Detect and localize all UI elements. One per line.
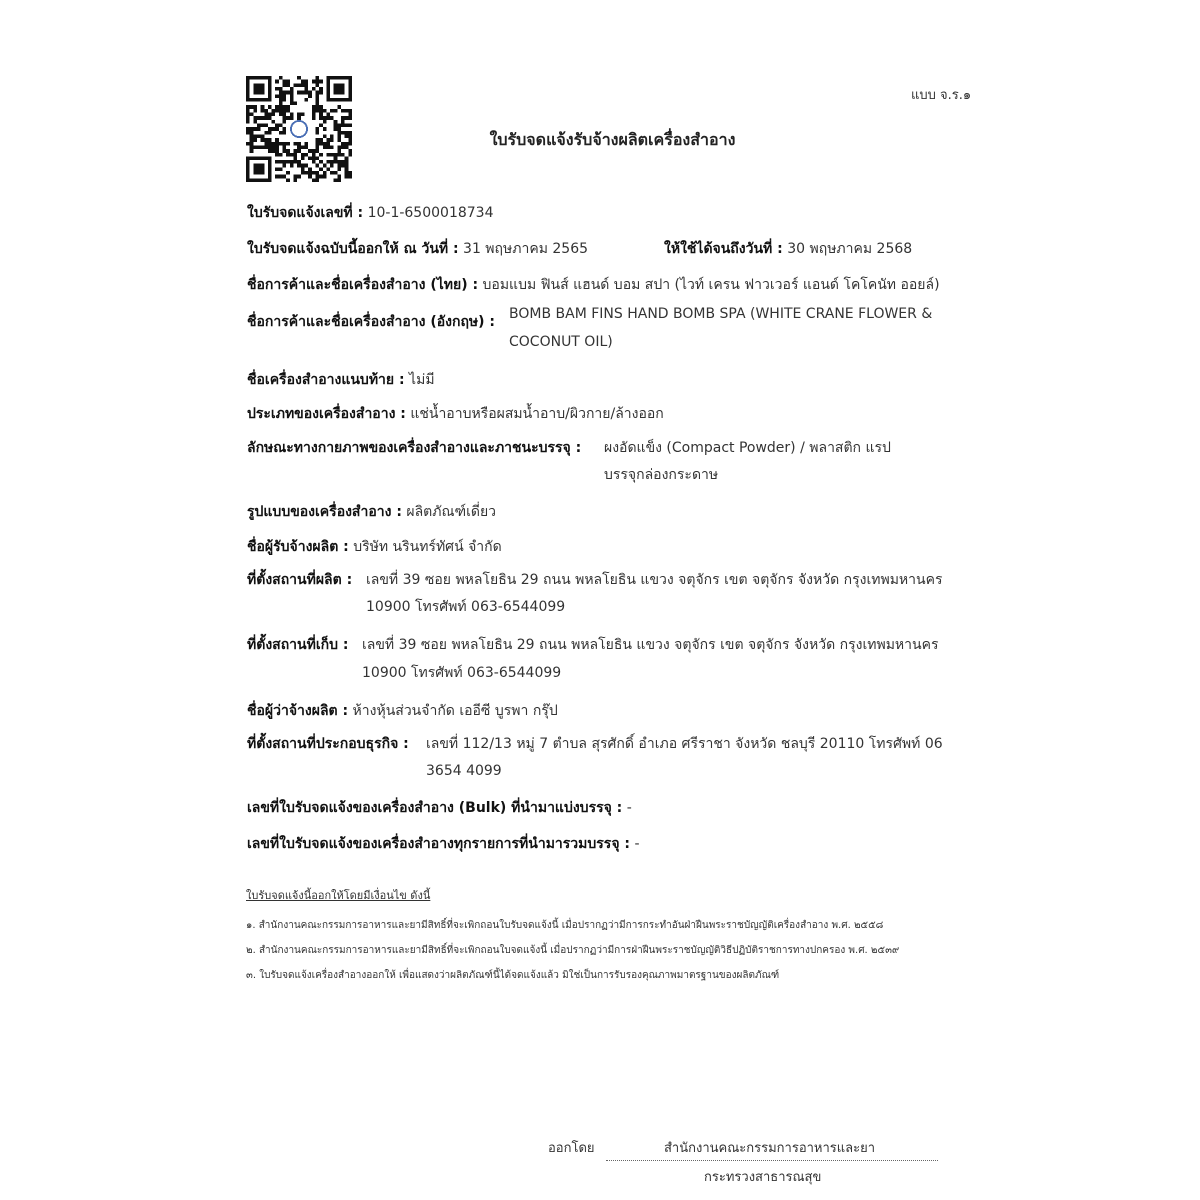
format-row xyxy=(247,498,496,526)
combined-value: - xyxy=(634,836,640,852)
business-address-row xyxy=(247,730,409,758)
type-label: ประเภทของเครื่องสำอาง : xyxy=(247,406,406,422)
name-en-line1: BOMB BAM FINS HAND BOMB SPA (WHITE CRANE FLOWER & xyxy=(509,306,933,322)
appendix: ไม่มี xyxy=(409,372,435,388)
manufacturer-row xyxy=(247,533,502,561)
valid-until-row xyxy=(664,235,912,263)
storage-address-line1: เลขที่ 39 ซอย พหลโยธิน 29 ถนน พหลโยธิน แขวง จตุจักร เขต จตุจักร จังหวัด กรุงเทพมหานคร xyxy=(362,637,939,653)
condition-item: ๓. ใบรับจดแจ้งเครื่องสำอางออกให้ เพื่อแสดงว่าผลิตภัณฑ์นี้ได้จดแจ้งแล้ว มิใช่เป็นการรับรองคุณภาพมาตรฐานของผลิตภัณฑ์ xyxy=(246,970,780,981)
hirer: ห้างหุ้นส่วนจำกัด เออีซี บูรพา กรุ๊ป xyxy=(352,703,558,719)
cosmetic-type: แช่น้ำอาบหรือผสมน้ำอาบ/ผิวกาย/ล้างออก xyxy=(410,406,664,422)
name-en-line2: COCONUT OIL) xyxy=(509,334,613,350)
issued-by-label: ออกโดย xyxy=(548,1141,595,1156)
hirer-label: ชื่อผู้ว่าจ้างผลิต : xyxy=(247,703,349,719)
name-en-label: ชื่อการค้าและชื่อเครื่องสำอาง (อังกฤษ) : xyxy=(247,314,496,330)
combined-label: เลขที่ใบรับจดแจ้งของเครื่องสำอางทุกรายการที่นำมารวมบรรจุ : xyxy=(247,836,630,852)
issuer-agency: สำนักงานคณะกรรมการอาหารและยา xyxy=(664,1141,876,1156)
name-th-row xyxy=(247,271,940,299)
valid-until: 30 พฤษภาคม 2568 xyxy=(787,241,913,257)
storage-address-label: ที่ตั้งสถานที่เก็บ : xyxy=(247,637,349,653)
physical-line1: ผงอัดแข็ง (Compact Powder) / พลาสติก แรป xyxy=(604,440,891,456)
name-en-row xyxy=(247,308,495,336)
combined-row xyxy=(247,830,640,858)
storage-address-line2: 10900 โทรศัพท์ 063-6544099 xyxy=(362,665,562,681)
storage-address-row xyxy=(247,631,348,659)
issue-date-row xyxy=(247,235,588,263)
condition-item: ๑. สำนักงานคณะกรรมการอาหารและยามีสิทธิ์ที่จะเพิกถอนใบรับจดแจ้งนี้ เมื่อปรากฏว่ามีการกระทำอันฝ่าฝืนพระราชบัญญัติเครื่องสำอาง พ.ศ. ๒๕๕๘ xyxy=(246,920,884,931)
format-label: รูปแบบของเครื่องสำอาง : xyxy=(247,504,402,520)
bulk-value: - xyxy=(626,800,632,816)
mfg-address-row xyxy=(247,566,352,594)
appendix-label: ชื่อเครื่องสำอางแนบท้าย : xyxy=(247,372,405,388)
condition-item: ๒. สำนักงานคณะกรรมการอาหารและยามีสิทธิ์ที่จะเพิกถอนใบจดแจ้งนี้ เมื่อปรากฏว่ามีการฝ่าฝืนพระราชบัญญัติวิธีปฏิบัติราชการทางปกครอง พ.ศ. ๒๕๓๙ xyxy=(246,945,900,956)
form-code: แบบ จ.ร.๑ xyxy=(911,88,972,103)
conditions-title: ใบรับจดแจ้งนี้ออกให้โดยมีเงื่อนไข ดังนี้ xyxy=(246,889,431,902)
business-address-label: ที่ตั้งสถานที่ประกอบธุรกิจ : xyxy=(247,736,409,752)
physical-line2: บรรจุกล่องกระดาษ xyxy=(604,467,719,483)
mfg-address-line1: เลขที่ 39 ซอย พหลโยธิน 29 ถนน พหลโยธิน แขวง จตุจักร เขต จตุจักร จังหวัด กรุงเทพมหานคร xyxy=(366,572,943,588)
signature-dotted-line xyxy=(606,1160,938,1161)
notification-number: 10-1-6500018734 xyxy=(367,205,494,221)
name-th: บอมแบม ฟินส์ แฮนด์ บอม สปา (ไวท์ เครน ฟาวเวอร์ แอนด์ โคโคนัท ออยล์) xyxy=(482,277,940,293)
name-th-label: ชื่อการค้าและชื่อเครื่องสำอาง (ไทย) : xyxy=(247,277,479,293)
business-address-line1: เลขที่ 112/13 หมู่ 7 ตำบล สุรศักดิ์ อำเภอ ศรีราชา จังหวัด ชลบุรี 20110 โทรศัพท์ 06 xyxy=(426,736,943,752)
physical-label: ลักษณะทางกายภาพของเครื่องสำอางและภาชนะบรรจุ : xyxy=(247,440,582,456)
manufacturer-label: ชื่อผู้รับจ้างผลิต : xyxy=(247,539,349,555)
issuer-ministry: กระทรวงสาธารณสุข xyxy=(704,1170,822,1185)
valid-until-label: ให้ใช้ได้จนถึงวันที่ : xyxy=(664,241,783,257)
physical-row xyxy=(247,434,581,462)
notification-number-row xyxy=(247,199,493,227)
mfg-address-line2: 10900 โทรศัพท์ 063-6544099 xyxy=(366,599,566,615)
type-row xyxy=(247,400,664,428)
issue-date: 31 พฤษภาคม 2565 xyxy=(463,241,589,257)
issue-date-label: ใบรับจดแจ้งฉบับนี้ออกให้ ณ วันที่ : xyxy=(247,241,459,257)
manufacturer: บริษัท นรินทร์ทัศน์ จำกัด xyxy=(353,539,502,555)
appendix-row xyxy=(247,366,435,394)
hirer-row xyxy=(247,697,558,725)
cosmetic-format: ผลิตภัณฑ์เดี่ยว xyxy=(406,504,497,520)
bulk-label: เลขที่ใบรับจดแจ้งของเครื่องสำอาง (Bulk) ที่นำมาแบ่งบรรจุ : xyxy=(247,800,623,816)
business-address-line2: 3654 4099 xyxy=(426,763,502,779)
mfg-address-label: ที่ตั้งสถานที่ผลิต : xyxy=(247,572,353,588)
bulk-row xyxy=(247,794,632,822)
document-title: ใบรับจดแจ้งรับจ้างผลิตเครื่องสำอาง xyxy=(489,130,736,149)
notification-number-label: ใบรับจดแจ้งเลขที่ : xyxy=(247,205,364,221)
